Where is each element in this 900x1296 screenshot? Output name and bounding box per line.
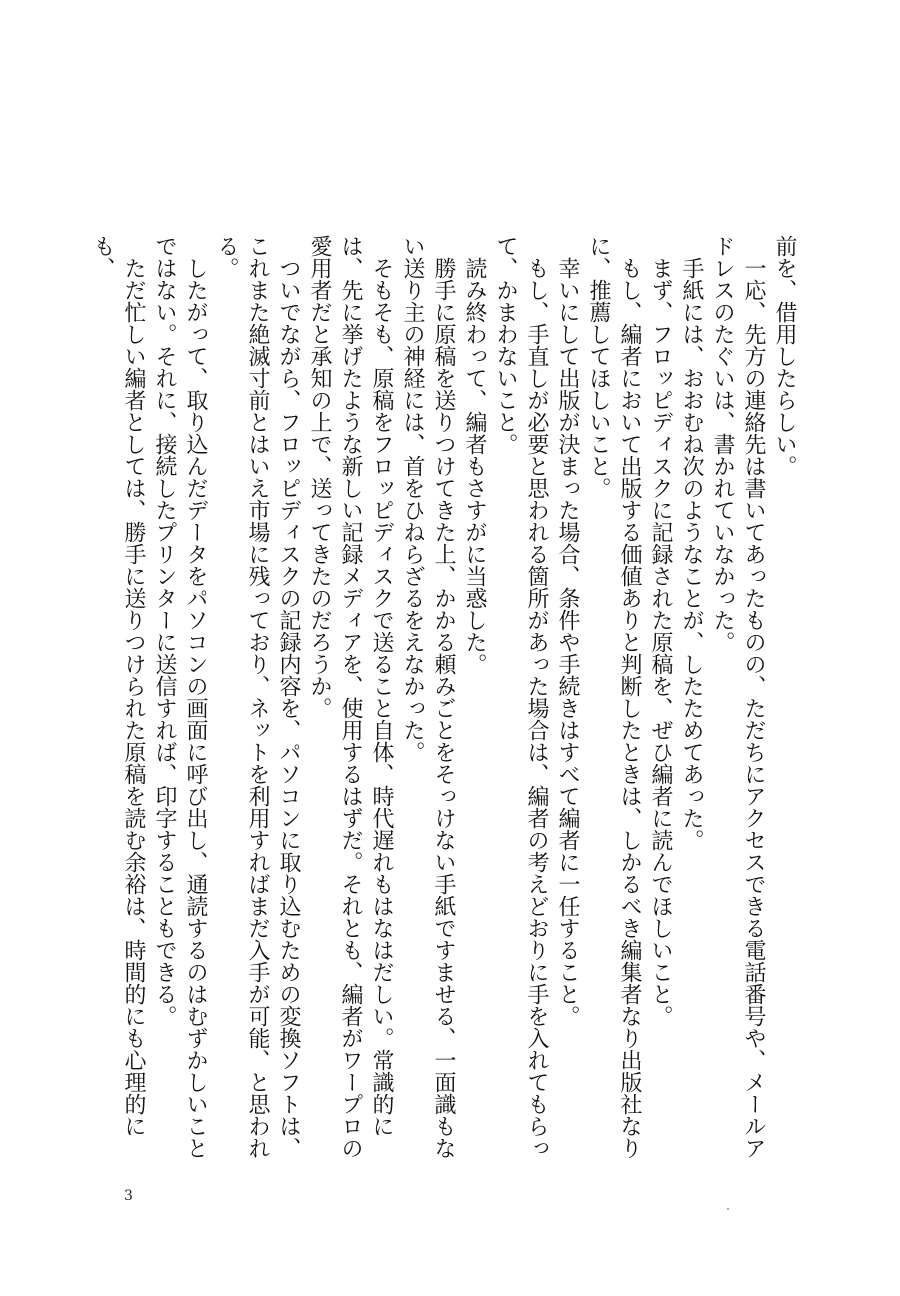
print-speck [727,1208,729,1210]
paragraph: 幸いにして出版が決まった場合、条件や手続きはすべて編者に一任すること。 [555,257,580,1027]
paragraph: ついでながら、フロッピディスクの記録内容を、パソコンに取り込むための変換ソフトは、これまた絶滅寸前とはいえ市場に残っており、ネットを利用すればまだ入手が可能、と思われる。 [214,235,301,1159]
paragraph: そもそも、原稿をフロッピディスクで送ること自体、時代遅れもはなはだしい。常識的には、先に挙げたような新しい記録メディアを、使用するはずだ。それとも、編者がワープロの愛用者だと承知の上で、送ってきたのだろうか。 [307,235,394,1159]
paragraph: 一応、先方の連絡先は書いてあったものの、ただちにアクセスできる電話番号や、メールアドレスのたぐいは、書かれていなかった。 [710,235,766,1159]
vertical-text-body [90,235,800,1175]
page-number: 3 [124,1188,133,1204]
paragraph: もし、編者において出版する価値ありと判断したときは、しかるべき編集者なり出版社なりに、推薦してほしいこと。 [586,235,642,1159]
paragraph: ただ忙しい編者としては、勝手に送りつけられた原稿を読む余裕は、時間的にも心理的にも、 [90,235,146,1137]
paragraph: もし、手直しが必要と思われる箇所があった場合は、編者の考えどおりに手を入れてもらって、かまわないこと。 [493,235,549,1159]
paragraph: 読み終わって、編者もさすがに当惑した。 [462,257,487,675]
paragraph: したがって、取り込んだデータをパソコンの画面に呼び出し、通読するのはむずかしいことではない。それに、接続したプリンターに送信すれば、印字することもできる。 [152,235,208,1159]
paragraph: 手紙には、おおむね次のようなことが、したためてあった。 [679,257,704,851]
paragraph: 勝手に原稿を送りつけてきた上、かかる頼みごとをそっけない手紙ですませる、一面識もない送り主の神経には、首をひねらざるをえなかった。 [400,235,456,1159]
paragraph: まず、フロッピディスクに記録された原稿を、ぜひ編者に読んでほしいこと。 [648,257,673,1027]
paragraph: 前を、借用したらしい。 [772,235,797,477]
